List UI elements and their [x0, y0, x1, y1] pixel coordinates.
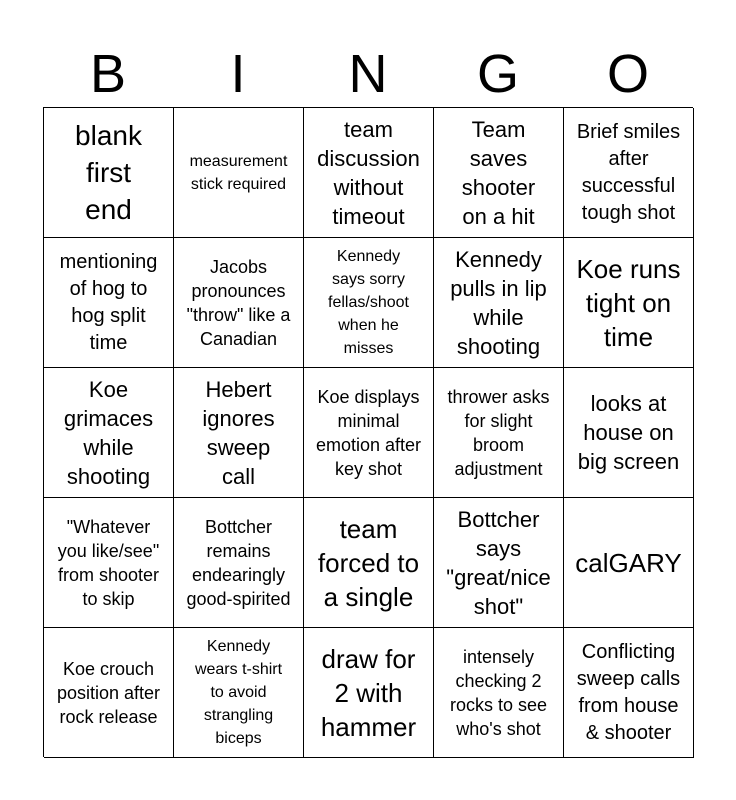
bingo-cell[interactable]: Kennedy says sorry fellas/shoot when he misses [304, 238, 434, 368]
bingo-cell[interactable]: Brief smiles after successful tough shot [564, 108, 694, 238]
bingo-cell[interactable]: looks at house on big screen [564, 368, 694, 498]
bingo-cell[interactable]: team discussion without timeout [304, 108, 434, 238]
bingo-cell[interactable]: "Whatever you like/see" from shooter to skip [44, 498, 174, 628]
bingo-cell[interactable]: Hebert ignores sweep call [174, 368, 304, 498]
header-letter-g: G [476, 44, 519, 104]
bingo-cell[interactable]: Jacobs pronounces "throw" like a Canadian [174, 238, 304, 368]
bingo-cell[interactable]: blank first end [44, 108, 174, 238]
bingo-header [43, 40, 693, 108]
bingo-cell[interactable]: Koe crouch position after rock release [44, 628, 174, 758]
bingo-cell[interactable]: Koe grimaces while shooting [44, 368, 174, 498]
bingo-cell[interactable]: mentioning of hog to hog split time [44, 238, 174, 368]
bingo-cell[interactable]: Bottcher remains endearingly good-spirited [174, 498, 304, 628]
bingo-cell[interactable]: thrower asks for slight broom adjustment [434, 368, 564, 498]
bingo-cell[interactable]: draw for 2 with hammer [304, 628, 434, 758]
bingo-cell[interactable]: Bottcher says "great/nice shot" [434, 498, 564, 628]
header-letter-n: N [348, 44, 388, 104]
bingo-cell[interactable]: team forced to a single [304, 498, 434, 628]
bingo-cell[interactable]: calGARY [564, 498, 694, 628]
header-letter-o: O [606, 44, 649, 104]
bingo-grid [43, 107, 693, 757]
bingo-cell[interactable]: Kennedy pulls in lip while shooting [434, 238, 564, 368]
bingo-cell[interactable]: measurement stick required [174, 108, 304, 238]
header-letter-b: B [89, 44, 127, 104]
header-letter-i: I [230, 44, 246, 104]
bingo-cell[interactable]: Team saves shooter on a hit [434, 108, 564, 238]
bingo-cell[interactable]: Koe displays minimal emotion after key shot [304, 368, 434, 498]
bingo-cell[interactable]: Conflicting sweep calls from house & shooter [564, 628, 694, 758]
bingo-cell[interactable]: Kennedy wears t-shirt to avoid strangling biceps [174, 628, 304, 758]
bingo-cell[interactable]: intensely checking 2 rocks to see who's shot [434, 628, 564, 758]
bingo-cell[interactable]: Koe runs tight on time [564, 238, 694, 368]
